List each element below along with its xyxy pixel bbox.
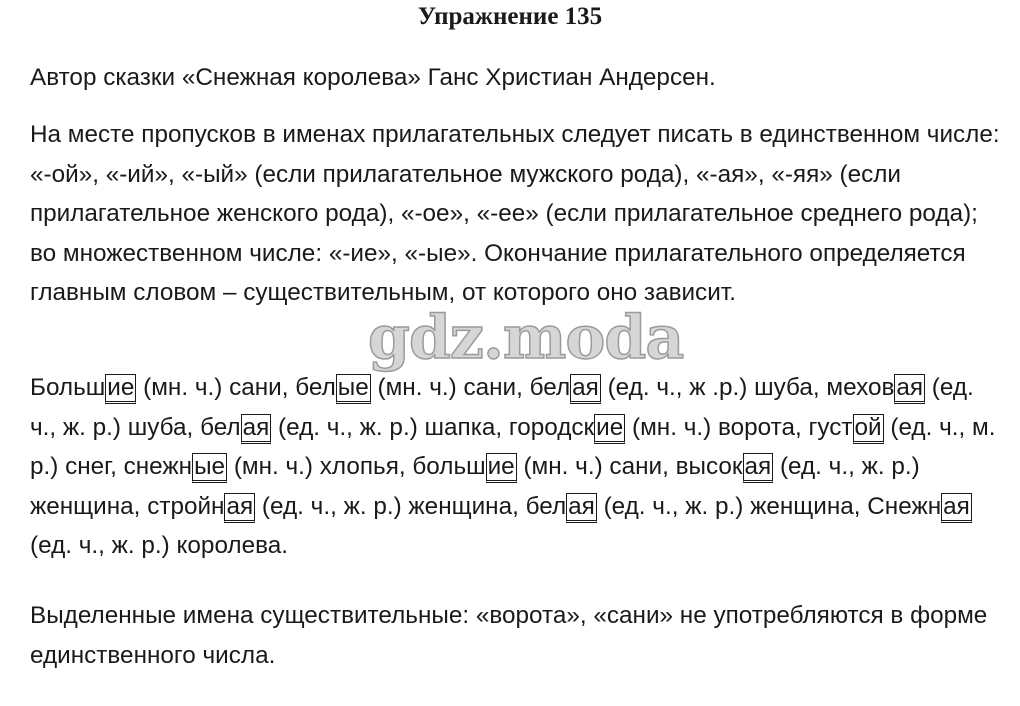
adjective-ending: ая: [743, 453, 774, 483]
adjective-ending: ые: [336, 374, 371, 404]
grammar-note: (мн. ч.) ворота,: [625, 413, 809, 441]
word-stem: мехов: [826, 374, 895, 401]
paragraph-author: Автор сказки «Снежная королева» Ганс Христиан Андерсен.: [30, 64, 716, 91]
adjective-word: [530, 374, 601, 401]
paragraph-rule: На месте пропусков в именах прилагательных следует писать в единственном числе: «-ой», «-ий», «-ый» (если прилагательное мужского рода), «-ая», «-яя» (если прилагательное женского рода), «-ое», «-ее» (если прилагательное среднего рода); во множественном числе: «-ие», «-ые». Окончание прилагательного определяется главным словом – существительным, от которого оно зависит.: [30, 121, 1000, 306]
adjective-ending: ие: [486, 453, 517, 483]
paragraph-conclusion: Выделенные имена существительные: «ворота», «сани» не употребляются в форме единственного числа.: [30, 602, 988, 669]
adjective-word: [295, 374, 371, 401]
word-stem: бел: [295, 374, 336, 401]
grammar-note: (ед. ч., ж. р.) женщина,: [255, 492, 526, 520]
adjective-ending: ие: [105, 374, 136, 404]
grammar-note: (мн. ч.) сани,: [136, 374, 296, 401]
adjective-ending: ая: [570, 374, 601, 404]
adjective-ending: ой: [853, 414, 884, 444]
adjective-ending: ая: [224, 493, 255, 523]
word-stem: бел: [200, 413, 241, 441]
grammar-note: (мн. ч.) хлопья,: [227, 453, 413, 480]
adjective-word: [676, 453, 774, 480]
adjective-word: [124, 453, 227, 480]
word-stem: густ: [808, 413, 853, 441]
adjective-word: [826, 374, 925, 401]
grammar-note: (ед. ч., ж. р.) шапка,: [271, 413, 509, 441]
adjective-word: [509, 414, 625, 441]
paragraph-exercise: [30, 368, 1005, 566]
adjective-word: [147, 493, 255, 520]
grammar-note: (ед. ч., ж .р.) шуба,: [600, 374, 827, 401]
word-stem: больш: [412, 453, 486, 480]
word-stem: бел: [525, 492, 567, 520]
adjective-ending: ие: [594, 414, 625, 444]
adjective-word: [809, 414, 884, 441]
adjective-word: [526, 493, 597, 520]
adjective-ending: ая: [894, 374, 925, 404]
grammar-note: (ед. ч., ж. р.) женщина,: [596, 492, 868, 520]
grammar-note: (ед. ч., ж. р.) шуба,: [30, 374, 974, 441]
word-stem: высок: [675, 453, 743, 480]
adjective-ending: ая: [241, 414, 272, 444]
grammar-note: (ед. ч., м. р.) снег,: [30, 413, 996, 480]
adjective-word: [412, 453, 516, 480]
word-stem: снежн: [123, 453, 193, 480]
word-stem: стройн: [147, 492, 225, 520]
exercise-title: Упражнение 135: [417, 3, 603, 30]
word-stem: Снежн: [867, 492, 942, 520]
word-stem: городск: [508, 413, 595, 441]
grammar-note: (мн. ч.) сани,: [370, 374, 530, 401]
grammar-note: (ед. ч., ж. р.) женщина,: [30, 453, 920, 520]
adjective-word: [200, 414, 271, 441]
adjective-ending: ые: [192, 453, 227, 483]
grammar-note: (ед. ч., ж. р.) королева.: [30, 532, 289, 559]
word-stem: Больш: [30, 374, 106, 401]
adjective-word: [867, 493, 972, 520]
adjective-ending: ая: [566, 493, 597, 523]
grammar-note: (мн. ч.) сани,: [516, 453, 676, 480]
word-stem: бел: [529, 374, 571, 401]
adjective-ending: ая: [941, 493, 972, 523]
adjective-word: [30, 374, 136, 401]
watermark-logo: gdz.moda: [368, 303, 684, 373]
